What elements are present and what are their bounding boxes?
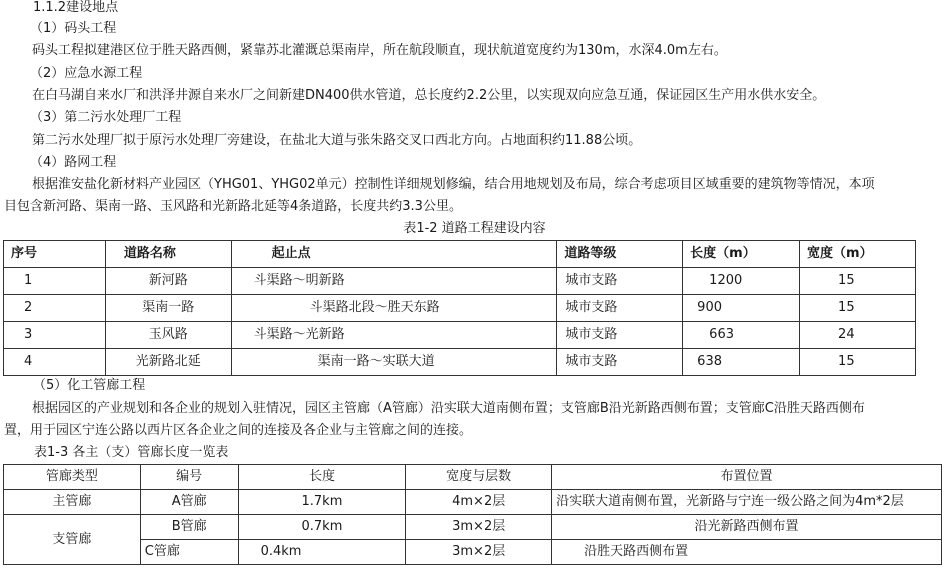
cell: 2 xyxy=(4,295,106,322)
cell: C管廊 xyxy=(140,540,238,565)
header-cell: 长度（m） xyxy=(683,241,800,268)
cell: 0.4km xyxy=(238,540,406,565)
cell: 斗渠路北段～胜天东路 xyxy=(231,295,557,322)
section-title: （2）应急水源工程 xyxy=(30,66,143,81)
cell: 城市支路 xyxy=(557,268,683,295)
header-cell: 序号 xyxy=(4,241,106,268)
cell: 638 xyxy=(683,349,800,376)
cell: 15 xyxy=(800,349,916,376)
table-row xyxy=(4,295,916,322)
paragraph: 在白马湖自来水厂和洪泽井源自来水厂之间新建DN400供水管道，总长度约2.2公里，以实现双向应急互通，保证园区生产用水供水安全。 xyxy=(32,88,826,103)
road-table xyxy=(3,240,916,376)
cell: A管廊 xyxy=(140,490,238,515)
header-cell: 起止点 xyxy=(231,241,557,268)
cell: B管廊 xyxy=(140,515,238,540)
header-cell: 编号 xyxy=(140,465,238,490)
table-row xyxy=(4,349,916,376)
table-row xyxy=(4,268,916,295)
header-cell: 宽度（m） xyxy=(800,241,916,268)
cell: 4m×2层 xyxy=(406,490,552,515)
section-title: （3）第二污水处理厂工程 xyxy=(30,110,182,125)
paragraph: 根据园区的产业规划和各企业的规划入驻情况，园区主管廊（A管廊）沿实联大道南侧布置；支管廊B沿光新路西侧布置；支管廊C沿胜天路西侧布 xyxy=(32,401,865,416)
cell: 15 xyxy=(800,268,916,295)
cell: 城市支路 xyxy=(557,322,683,349)
cell: 3m×2层 xyxy=(406,515,552,540)
section-title: （4）路网工程 xyxy=(30,155,117,170)
cell: 沿实联大道南侧布置，光新路与宁连一级公路之间为4m*2层 xyxy=(552,490,942,515)
paragraph: 置，用于园区宁连公路以西片区各企业之间的连接及各企业与主管廊之间的连接。 xyxy=(4,423,473,438)
table-row xyxy=(4,540,942,565)
table-row xyxy=(4,515,942,540)
cell: 玉风路 xyxy=(105,322,231,349)
cell: 0.7km xyxy=(238,515,406,540)
cell: 663 xyxy=(683,322,800,349)
cell: 城市支路 xyxy=(557,349,683,376)
cell: 斗渠路～明新路 xyxy=(231,268,557,295)
cell: 900 xyxy=(683,295,800,322)
cell: 沿胜天路西侧布置 xyxy=(552,540,942,565)
table-header-row xyxy=(4,465,942,490)
cell: 沿光新路西侧布置 xyxy=(552,515,942,540)
section-title: （5）化工管廊工程 xyxy=(33,378,146,393)
cell: 渠南一路～实联大道 xyxy=(231,349,557,376)
cell: 斗渠路～光新路 xyxy=(231,322,557,349)
header-cell: 管廊类型 xyxy=(4,465,141,490)
table-row xyxy=(4,322,916,349)
table-caption: 表1-3 各主（支）管廊长度一览表 xyxy=(34,445,229,460)
section-heading: 1.1.2建设地点 xyxy=(33,0,119,15)
header-cell: 长度 xyxy=(238,465,406,490)
cell: 主管廊 xyxy=(4,490,141,515)
table-row xyxy=(4,490,942,515)
header-cell: 道路等级 xyxy=(557,241,683,268)
cell: 城市支路 xyxy=(557,295,683,322)
pipe-gallery-table xyxy=(3,464,942,565)
table-caption: 表1-2 道路工程建设内容 xyxy=(403,221,546,236)
section-title: （1）码头工程 xyxy=(30,21,117,36)
header-cell: 布置位置 xyxy=(552,465,942,490)
cell: 24 xyxy=(800,322,916,349)
cell: 1200 xyxy=(683,268,800,295)
paragraph: 码头工程拟建港区位于胜天路西侧，紧靠苏北灌溉总渠南岸，所在航段顺直，现状航道宽度约为130m，水深4.0m左右。 xyxy=(32,43,727,58)
cell: 15 xyxy=(800,295,916,322)
cell: 1.7km xyxy=(238,490,406,515)
cell: 渠南一路 xyxy=(105,295,231,322)
paragraph: 根据淮安盐化新材料产业园区（YHG01、YHG02单元）控制性详细规划修编，结合用地规划及布局，综合考虑项目区域重要的建筑物等情况，本项 xyxy=(32,177,875,192)
cell: 3m×2层 xyxy=(406,540,552,565)
header-cell: 宽度与层数 xyxy=(406,465,552,490)
cell: 3 xyxy=(4,322,106,349)
cell: 4 xyxy=(4,349,106,376)
cell: 光新路北延 xyxy=(105,349,231,376)
paragraph: 第二污水处理厂拟于原污水处理厂旁建设，在盐北大道与张朱路交叉口西北方向。占地面积约11.88公顷。 xyxy=(32,133,642,148)
table-header-row xyxy=(4,241,916,268)
cell: 1 xyxy=(4,268,106,295)
paragraph: 目包含新河路、渠南一路、玉风路和光新路北延等4条道路，长度共约3.3公里。 xyxy=(4,199,462,214)
cell: 新河路 xyxy=(105,268,231,295)
header-cell: 道路名称 xyxy=(105,241,231,268)
cell: 支管廊 xyxy=(4,515,141,565)
